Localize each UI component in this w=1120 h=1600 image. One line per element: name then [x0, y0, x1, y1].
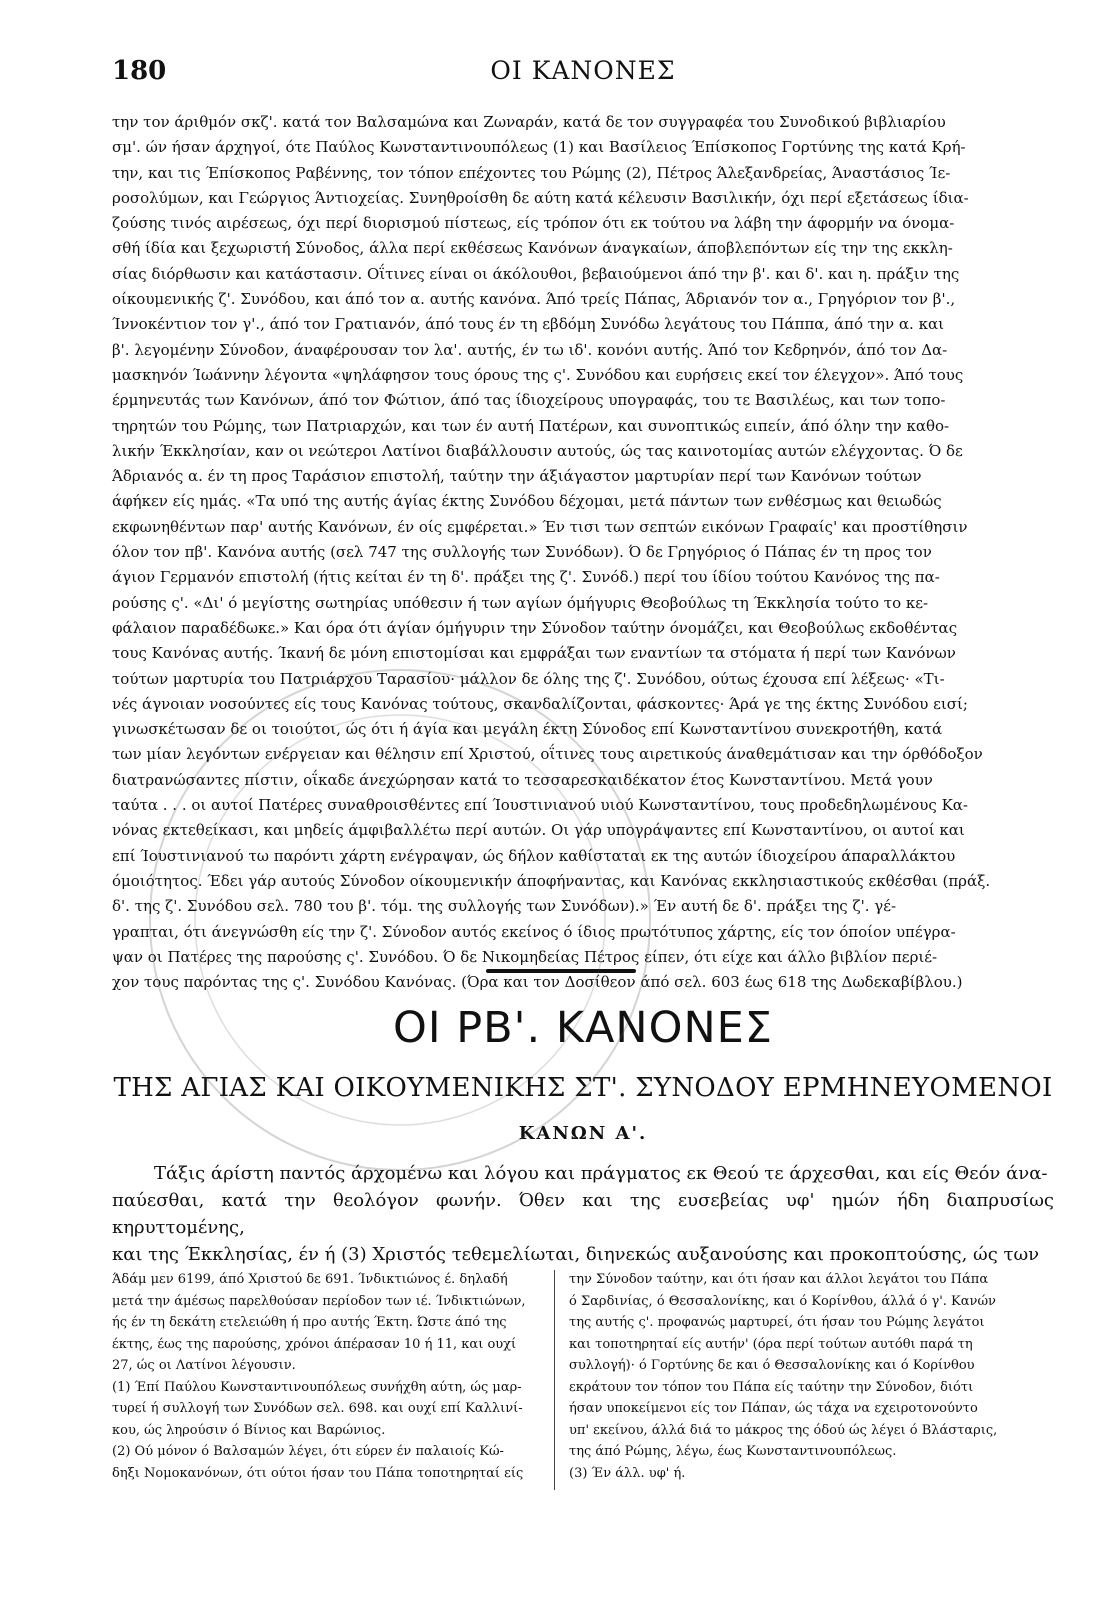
- intro-paragraph: την τον άριθμόν σκζ'. κατά τον Βαλσαμώνα και Ζωναράν, κατά δε τον συγγραφέα του Συνοδικού βιβλιαρίου σμ'. ών ήσαν άρχηγοί, ότε Παύλος Κωνσταντινουπόλεως (1) και Βασίλειος Έπίσκοπος Γορτύνης της κατά Κρή- την, και τις Έπίσκοπος Ραβέννης, τον τόπον επέχοντες του Ρώμης (2), Πέτρος Άλεξανδρείας, Άναστάσιος Ίε- ροσολύμων, και Γεώργιος Άντιοχείας. Συνηθροίσθη δε αύτη κατά κέλευσιν Βασιλικήν, όχι περί εξετάσεως ίδια- ζούσης τινός αιρέσεως, όχι περί διορισμού πίστεως, είς τρόπον ότι εκ τούτου να λάβη την άφορμήν να όνομα- σθή ίδία και ξεχωριστή Σύνοδος, άλλα περί εκθέσεως Κανόνων άναγκαίων, άποβλεπόντων είς την της εκκλη- σίας διόρθωσιν και κατάστασιν. Οΐτινες είναι οι άκόλουθοι, βεβαιούμενοι άπό την β'. και δ'. και η. πράξιν της οίκουμενικής ζ'. Συνόδου, και άπό τον α. αυτής κανόνα. Άπό τρείς Πάπας, Άδριανόν τον α., Γρηγόριον τον β'., Ίννοκέντιον τον γ'., άπό τον Γρατιανόν, άπό τους έν τη εβδόμη Συνόδω λεγάτους του Πάππα, άπό την α. και β'. λεγομένην Σύνοδον, άναφέρουσαν τον λα'. αυτής, έν τω ιδ'. κονόνι αυτής. Άπό τον Κεδρηνόν, άπό τον Δα- μασκηνόν Ίωάννην λέγοντα «ψηλάφησον τους όρους της ς'. Συνόδου και ευρήσεις εκεί τον έλεγχον». Άπό τους έρμηνευτάς των Κανόνων, άπό τον Φώτιον, άπό τας ίδιοχείρους υπογραφάς, του τε Βασιλέως, και των τοπο- τηρητών του Ρώμης, των Πατριαρχών, και των έν αυτή Πατέρων, και συνοπτικώς ειπείν, άπό όλην την καθο- λικήν Έκκλησίαν, καν οι νεώτεροι Λατίνοι διαβάλλουσιν αυτούς, ώς τας καινοτομίας αυτών ελέγχοντας. Ό δε Άδριανός α. έν τη προς Ταράσιον επιστολή, ταύτην την άξιάγαστον μαρτυρίαν περί των Κανόνων τούτων άφήκεν είς ημάς. «Τα υπό της αυτής άγίας έκτης Συνόδου δέχομαι, μετά πάντων των ενθέσμως και θειωδώς εκφωνηθέντων παρ' αυτής Κανόνων, έν οίς εμφέρεται.» Έν τισι των σεπτών εικόνων Γραφαίς' και προστίθησιν όλον τον πβ'. Κανόνα αυτής (σελ 747 της συλλογής των Συνόδων). Ό δε Γρηγόριος ό Πάπας έν τη προς τον άγιον Γερμανόν επιστολή (ήτις κείται έν τη δ'. πράξει της ζ'. Συνόδ.) περί του ίδίου τούτου Κανόνος της πα- ρούσης ς'. «Δι' ό μεγίστης σωτηρίας υπόθεσιν ή των αγίων όμήγυρις Θεοβούλως τη Έκκλησία τούτο το κε- φάλαιον παραδέδωκε.» Και όρα ότι άγίαν όμήγυριν την Σύνοδον ταύτην όνομάζει, και Θεοβούλως εκδοθέντας τους Κανόνας αυτής. Ίκανή δε μόνη επιστομίσαι και εμφράξαι των εναντίων τα στόματα ή περί των Κανόνων τούτων μαρτυρία του Πατριάρχου Ταρασίου· μάλλον δε όλης της ζ'. Συνόδου, ούτως έχουσα επί λέξεως· «Τι- νές άγνοιαν νοσούντες είς τους Κανόνας τούτους, σκανδαλίζονται, φάσκοντες· Άρά γε της έκτης Συνόδου εισί; γινωσκέτωσαν δε οι τοιούτοι, ώς ότι ή άγία και μεγάλη έκτη Σύνοδος επί Κωνσταντίνου συνεκροτήθη, κατά των μίαν λεγόντων ενέργειαν και θέλησιν επί Χριστού, οΐτινες τους αιρετικούς άναθεμάτισαν και την όρθόδοξον διατρανώσαντες πίστιν, οΐκαδε άνεχώρησαν κατά το τεσσαρεσκαιδέκατον έτος Κωνσταντίνου. Μετά γουν ταύτα . . . οι αυτοί Πατέρες συναθροισθέντες επί Ίουστινιανού υιού Κωνσταντίνου, τους προδεδηλωμένους Κα- νόνας εκτεθείκασι, και μηδείς άμφιβαλλέτω περί αυτών. Οι γάρ υπογράψαντες επί Κωνσταντίνου, οι αυτοί και επί Ίουστινιανού τω παρόντι χάρτη ενέγραψαν, ώς δήλον καθίσταται εκ της αυτών ίδιοχείρου άπαραλλάκτου όμοιότητος. Έδει γάρ αυτούς Σύνοδον οίκουμενικήν άποφήναντας, και Κανόνας εκκλησιαστικούς εκθέσθαι (πράξ. δ'. της ζ'. Συνόδου σελ. 780 του β'. τόμ. της συλλογής των Συνόδων).» Έν αυτή δε δ'. πράξει της ζ'. γέ- γραπται, ότι άνεγνώσθη είς την ζ'. Σύνοδον αυτός εκείνος ό ίδιος πρωτότυπος χάρτης, είς τον όποίον υπέγρα- ψαν οι Πατέρες της παρούσης ς'. Συνόδου. Ό δε Νικομηδείας Πέτρος είπεν, ότι είχε και άλλο βιβλίον περιέ- χον τους παρόντας της ς'. Συνόδου Κανόνας. (Όρα και τον Δοσίθεον άπό σελ. 603 έως 618 της Δωδεκαβίβλου.): [112, 113, 991, 992]
- footnotes-column-divider: [554, 1270, 555, 1490]
- footnotes-left-column: Άδάμ μεν 6199, άπό Χριστού δε 691. Ίνδικτιώνος έ. δηλαδή μετά την άμέσως παρελθούσαν περίοδον των ιέ. Ίνδικτιώνων, ής έν τη δεκάτη ετελειώθη ή προ αυτής Έκτη. Ώστε άπό της έκτης, έως της παρούσης, χρόνοι άπέρασαν 10 ή 11, και ουχί 27, ώς οι Λατίνοι λέγουσιν. (1) Έπί Παύλου Κωνσταντινουπόλεως συνήχθη αύτη, ώς μαρ- τυρεί ή συλλογή των Συνόδων σελ. 698. και ουχί επί Καλλινί- κου, ώς ληρούσιν ό Βίνιος και Βαρώνιος. (2) Ού μόνον ό Βαλσαμών λέγει, ότι εύρεν έν παλαιοίς Κώ- δηξι Νομοκανόνων, ότι ούτοι ήσαν του Πάπα τοποτηρηταί είς: [112, 1272, 526, 1481]
- canon-paragraph: [112, 1160, 1054, 1265]
- canon-heading: ΚΑΝΩΝ Α'.: [518, 1123, 648, 1144]
- page-number: 180: [112, 56, 167, 86]
- running-title: ΟΙ ΚΑΝΟΝΕΣ: [490, 56, 676, 85]
- section-subtitle: ΤΗΣ ΑΓΙΑΣ ΚΑΙ ΟΙΚΟΥΜΕΝΙΚΗΣ ΣΤ'. ΣΥΝΟΔΟΥ ΕΡΜΗΝΕΥΟΜΕΝΟΙ: [113, 1073, 1053, 1103]
- section-title: ΟΙ ΡΒ'. ΚΑΝΟΝΕΣ: [393, 1003, 773, 1053]
- footnotes-right-column: την Σύνοδον ταύτην, και ότι ήσαν και άλλοι λεγάτοι του Πάπα ό Σαρδινίας, ό Θεσσαλονίκης, και ό Κορίνθου, άλλά ό γ'. Κανών της αυτής ς'. προφανώς μαρτυρεί, ότι ήσαν του Ρώμης λεγάτοι και τοποτηρηταί είς αυτήν' (όρα περί τούτων αυτόθι παρά τη συλλογή)· ό Γορτύνης δε και ό Θεσσαλονίκης και ό Κορίνθου εκράτουν τον τόπον του Πάπα είς ταύτην την Σύνοδον, διότι ήσαν υποκείμενοι είς τον Πάπαν, ώς τάχα να εχειροτονούντο υπ' εκείνου, άλλά διά το μάκρος της όδού ώς λέγει ό Βλάσταρις, της άπό Ρώμης, λέγω, έως Κωνσταντινουπόλεως. (3) Έν άλλ. υφ' ή.: [569, 1272, 998, 1481]
- page-header: [112, 56, 1054, 98]
- section-separator: [486, 969, 636, 973]
- canon-paragraph-text: Τάξις άρίστη παντός άρχομένω και λόγου και πράγματος εκ Θεού τε άρχεσθαι, και είς Θεόν άνα- παύεσθαι, κατά την θεολόγον φωνήν. Όθεν και της ευσεβείας υφ' ημών ήδη διαπρυσίως κηρυττομένης, και της Έκκλησίας, έν ή (3) Χριστός τεθεμελίωται, διηνεκώς αυξανούσης και προκοπτούσης, ώς των: [112, 1163, 1054, 1265]
